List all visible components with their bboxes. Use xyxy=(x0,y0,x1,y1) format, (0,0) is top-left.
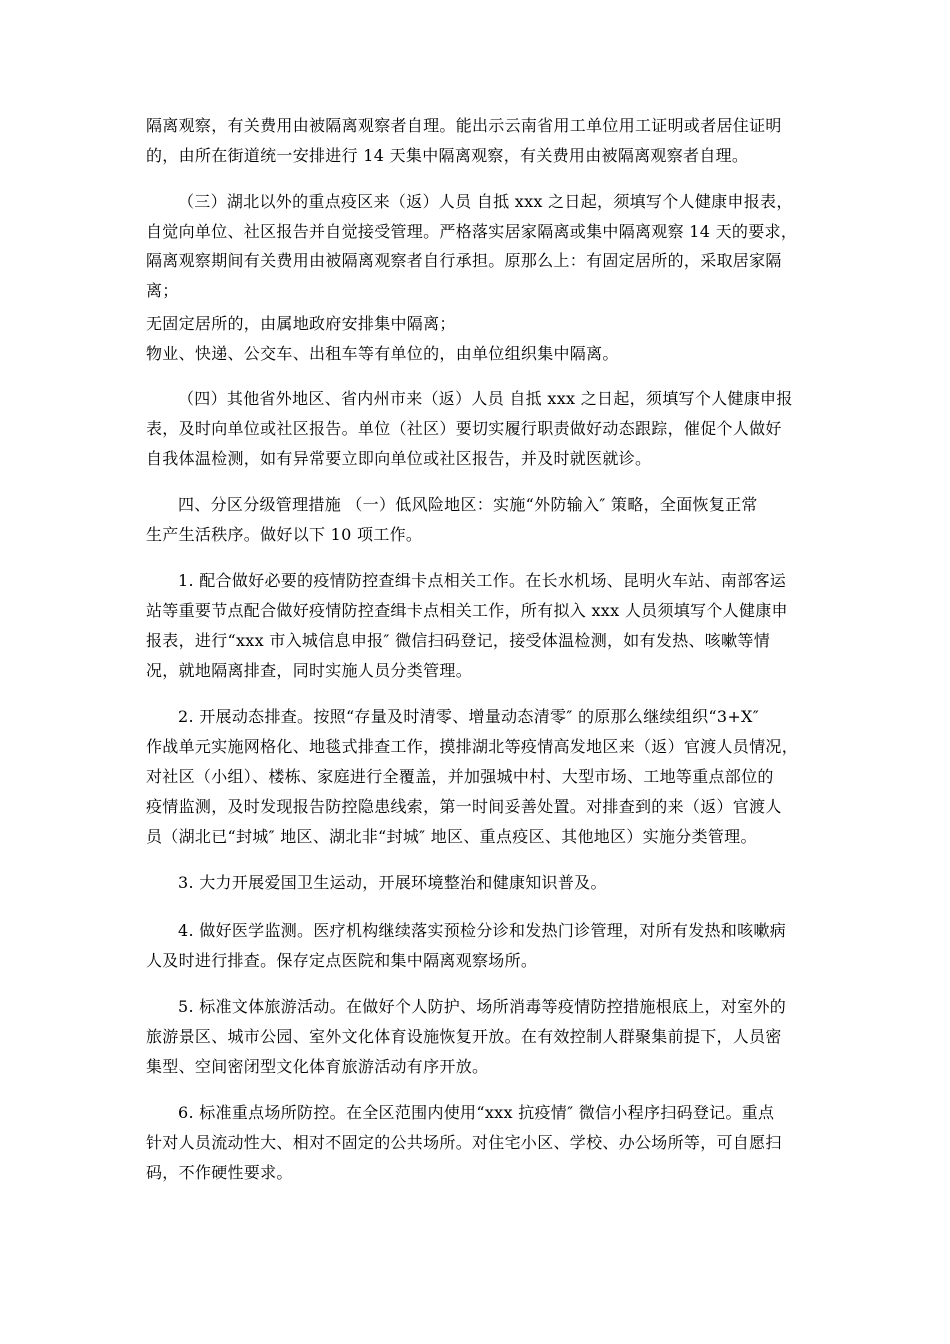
text-line: 6. 标准重点场所防控。在全区范围内使用“xxx 抗疫情″ 微信小程序扫码登记。重点 xyxy=(178,1103,775,1122)
text-line: 自觉向单位、社区报告并自觉接受管理。严格落实居家隔离或集中隔离观察 14 天的要求， xyxy=(146,222,798,241)
text-line: 四、分区分级管理措施 （一）低风险地区：实施“外防输入″ 策略，全面恢复正常 xyxy=(178,495,758,514)
text-line: 集型、空间密闭型文化体育旅游活动有序开放。 xyxy=(146,1057,489,1076)
text-line: 物业、快递、公交车、出租车等有单位的，由单位组织集中隔离。 xyxy=(146,344,619,363)
text-line: 4. 做好医学监测。医疗机构继续落实预检分诊和发热门诊管理，对所有发热和咳嗽病 xyxy=(178,921,787,940)
text-line: 对社区（小组）、楼栋、家庭进行全覆盖，并加强城中村、大型市场、工地等重点部位的 xyxy=(146,767,774,786)
text-line: 2. 开展动态排查。按照“存量及时清零、增量动态清零″ 的原那么继续组织“3+X″ xyxy=(178,707,760,726)
text-line: 站等重要节点配合做好疫情防控查缉卡点相关工作，所有拟入 xxx 人员须填写个人健康申 xyxy=(146,601,788,620)
text-line: 1. 配合做好必要的疫情防控查缉卡点相关工作。在长水机场、昆明火车站、南部客运 xyxy=(178,571,787,590)
text-line: 3. 大力开展爱国卫生运动，开展环境整治和健康知识普及。 xyxy=(178,873,607,892)
text-line: 生产生活秩序。做好以下 10 项工作。 xyxy=(146,525,423,544)
text-line: 无固定居所的，由属地政府安排集中隔离； xyxy=(146,314,456,333)
text-line: 人及时进行排查。保存定点医院和集中隔离观察场所。 xyxy=(146,951,538,970)
text-line: 自我体温检测，如有异常要立即向单位或社区报告，并及时就医就诊。 xyxy=(146,449,652,468)
text-line: 针对人员流动性大、相对不固定的公共场所。对住宅小区、学校、办公场所等，可自愿扫 xyxy=(146,1133,782,1152)
text-line: 旅游景区、城市公园、室外文化体育设施恢复开放。在有效控制人群聚集前提下，人员密 xyxy=(146,1027,782,1046)
text-line: （四）其他省外地区、省内州市来（返）人员 自抵 xxx 之日起，须填写个人健康申报 xyxy=(178,389,793,408)
text-line: 隔离观察，有关费用由被隔离观察者自理。能出示云南省用工单位用工证明或者居住证明 xyxy=(146,116,782,135)
text-line: （三）湖北以外的重点疫区来（返）人员 自抵 xxx 之日起，须填写个人健康申报表， xyxy=(178,192,793,211)
text-line: 隔离观察期间有关费用由被隔离观察者自行承担。原那么上：有固定居所的，采取居家隔 xyxy=(146,251,782,270)
text-line: 员（湖北已“封城″ 地区、湖北非“封城″ 地区、重点疫区、其他地区）实施分类管理。 xyxy=(146,827,757,846)
text-line: 5. 标准文体旅游活动。在做好个人防护、场所消毒等疫情防控措施根底上，对室外的 xyxy=(178,997,787,1016)
text-line: 离； xyxy=(146,281,179,300)
text-line: 表，及时向单位或社区报告。单位（社区）要切实履行职责做好动态跟踪，催促个人做好 xyxy=(146,419,782,438)
text-line: 疫情监测，及时发现报告防控隐患线索，第一时间妥善处置。对排查到的来（返）官渡人 xyxy=(146,797,782,816)
text-line: 码，不作硬性要求。 xyxy=(146,1163,293,1182)
text-line: 报表，进行“xxx 市入城信息申报″ 微信扫码登记，接受体温检测，如有发热、咳嗽等情 xyxy=(146,631,770,650)
text-line: 况，就地隔离排查，同时实施人员分类管理。 xyxy=(146,661,473,680)
text-line: 作战单元实施网格化、地毯式排查工作，摸排湖北等疫情高发地区来（返）官渡人员情况， xyxy=(146,737,799,756)
text-line: 的，由所在街道统一安排进行 14 天集中隔离观察，有关费用由被隔离观察者自理。 xyxy=(146,146,749,165)
